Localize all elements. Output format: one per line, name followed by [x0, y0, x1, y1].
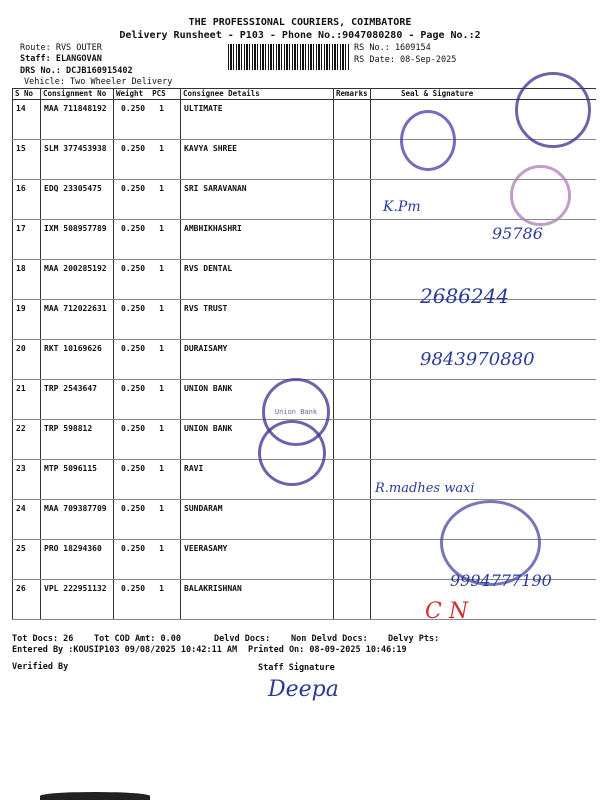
uapl-security-stamp — [515, 72, 591, 148]
row-sno: 18 — [13, 260, 41, 300]
col-consignment: Consignment No — [41, 89, 114, 100]
row-consignment-no: TRP 598812 — [41, 420, 114, 460]
row-consignee: KAVYA SHREE — [181, 140, 334, 180]
row-weight-pcs — [114, 300, 181, 340]
union-bank-stamp-1: Union Bank — [262, 378, 330, 446]
row-consignee: SRI SARAVANAN — [181, 180, 334, 220]
row-consignment-no: MAA 711848192 — [41, 100, 114, 140]
total-docs: Tot Docs: 26 — [12, 634, 74, 644]
row-remarks — [334, 420, 371, 460]
row-consignee: ULTIMATE — [181, 100, 334, 140]
drs-number: DRS No.: DCJB160915402 — [20, 66, 133, 76]
row-weight-pcs — [114, 420, 181, 460]
row-sno: 23 — [13, 460, 41, 500]
row-weight: 0.250 — [121, 464, 146, 473]
row-weight-pcs — [114, 340, 181, 380]
row-remarks — [334, 460, 371, 500]
row-weight-pcs — [114, 100, 181, 140]
row-consignment-no: SLM 377453938 — [41, 140, 114, 180]
col-pcs: PCS — [152, 89, 166, 98]
printed-on: Printed On: 08-09-2025 10:46:19 — [248, 645, 407, 655]
row-weight-pcs — [114, 500, 181, 540]
row-consignment-no: PRO 18294360 — [41, 540, 114, 580]
row-remarks — [334, 180, 371, 220]
row-weight: 0.250 — [121, 384, 146, 393]
row-weight: 0.250 — [121, 304, 146, 313]
row-weight-pcs — [114, 140, 181, 180]
row-consignment-no: MTP 5096115 — [41, 460, 114, 500]
row-consignment-no: EDQ 23305475 — [41, 180, 114, 220]
row-consignee: VEERASAMY — [181, 540, 334, 580]
rvs-stamp — [400, 110, 456, 171]
row-pcs: 1 — [159, 184, 164, 193]
row-sno: 17 — [13, 220, 41, 260]
row-weight-pcs — [114, 540, 181, 580]
table-row — [13, 140, 597, 180]
delivery-points: Delvy Pts: — [388, 634, 440, 644]
row-consignment-no: RKT 10169626 — [41, 340, 114, 380]
staff: Staff: ELANGOVAN — [20, 54, 102, 64]
row-sno: 24 — [13, 500, 41, 540]
row-sno: 16 — [13, 180, 41, 220]
row-sno: 14 — [13, 100, 41, 140]
handwriting-26: C N — [425, 599, 469, 624]
row-weight-pcs — [114, 260, 181, 300]
row-weight: 0.250 — [121, 224, 146, 233]
row-pcs: 1 — [159, 344, 164, 353]
row-weight-pcs — [114, 380, 181, 420]
row-remarks — [334, 220, 371, 260]
handwriting-25: 9994777190 — [450, 571, 552, 590]
runsheet-subtitle: Delivery Runsheet - P103 - Phone No.:9047080280 - Page No.:2 — [119, 30, 481, 41]
row-sno: 22 — [13, 420, 41, 460]
barcode — [228, 44, 350, 70]
row-weight-pcs — [114, 460, 181, 500]
row-weight-pcs — [114, 180, 181, 220]
col-consignee: Consignee Details — [181, 89, 334, 100]
row-weight: 0.250 — [121, 544, 146, 553]
row-seal-signature — [371, 420, 597, 460]
row-pcs: 1 — [159, 504, 164, 513]
row-consignee: BALAKRISHNAN — [181, 580, 334, 620]
row-weight: 0.250 — [121, 584, 146, 593]
row-weight: 0.250 — [121, 504, 146, 513]
handwriting-20: 9843970880 — [420, 349, 535, 370]
row-consignee: RAVI — [181, 460, 334, 500]
table-header — [13, 89, 597, 100]
row-pcs: 1 — [159, 424, 164, 433]
row-sno: 21 — [13, 380, 41, 420]
row-weight: 0.250 — [121, 424, 146, 433]
col-sno: S No — [13, 89, 41, 100]
route: Route: RVS OUTER — [20, 43, 102, 53]
row-weight-pcs — [114, 220, 181, 260]
handwriting-23: R.madhes waxi — [375, 481, 475, 496]
union-bank-stamp-2 — [258, 420, 326, 486]
col-weight: Weight — [116, 89, 144, 98]
row-consignee: RVS DENTAL — [181, 260, 334, 300]
vehicle: Vehicle: Two Wheeler Delivery — [24, 77, 173, 87]
row-sno: 15 — [13, 140, 41, 180]
verified-by: Verified By — [12, 662, 69, 672]
row-pcs: 1 — [159, 464, 164, 473]
row-pcs: 1 — [159, 584, 164, 593]
row-pcs: 1 — [159, 224, 164, 233]
row-sno: 20 — [13, 340, 41, 380]
handwriting-19: 2686244 — [420, 284, 510, 308]
row-consignment-no: MAA 712022631 — [41, 300, 114, 340]
row-pcs: 1 — [159, 264, 164, 273]
row-consignee: DURAISAMY — [181, 340, 334, 380]
row-remarks — [334, 580, 371, 620]
row-remarks — [334, 260, 371, 300]
row-consignment-no: IXM 508957789 — [41, 220, 114, 260]
row-remarks — [334, 540, 371, 580]
row-consignee: UNION BANK — [181, 420, 334, 460]
delivered-docs: Delvd Docs: — [214, 634, 271, 644]
row-consignee: AMBHIKHASHRI — [181, 220, 334, 260]
table-row — [13, 180, 597, 220]
row-remarks — [334, 340, 371, 380]
row-sno: 25 — [13, 540, 41, 580]
total-cod: Tot COD Amt: 0.00 — [94, 634, 181, 644]
row-remarks — [334, 300, 371, 340]
row-consignment-no: MAA 200285192 — [41, 260, 114, 300]
row-remarks — [334, 100, 371, 140]
row-sno: 26 — [13, 580, 41, 620]
entered-by: Entered By :KOUSIP103 09/08/2025 10:42:11 AM — [12, 645, 238, 655]
col-seal: Seal & Signature — [371, 89, 597, 100]
row-weight: 0.250 — [121, 184, 146, 193]
row-consignment-no: TRP 2543647 — [41, 380, 114, 420]
row-weight: 0.250 — [121, 104, 146, 113]
row-remarks — [334, 380, 371, 420]
row-pcs: 1 — [159, 544, 164, 553]
row-sno: 19 — [13, 300, 41, 340]
staff-signature-label: Staff Signature — [258, 663, 335, 673]
company-title: THE PROFESSIONAL COURIERS, COIMBATORE — [188, 17, 412, 28]
row-weight: 0.250 — [121, 344, 146, 353]
handwriting-16: K.Pm — [383, 199, 421, 215]
handwriting-17: 95786 — [492, 224, 543, 243]
row-consignee: RVS TRUST — [181, 300, 334, 340]
table-row — [13, 100, 597, 140]
row-pcs: 1 — [159, 104, 164, 113]
staff-signature: Deepa — [268, 677, 339, 702]
row-pcs: 1 — [159, 144, 164, 153]
row-remarks — [334, 140, 371, 180]
row-remarks — [334, 500, 371, 540]
row-consignee: SUNDARAM — [181, 500, 334, 540]
row-weight-pcs — [114, 580, 181, 620]
row-seal-signature — [371, 380, 597, 420]
row-pcs: 1 — [159, 304, 164, 313]
non-delivered-docs: Non Delvd Docs: — [291, 634, 368, 644]
rs-date: RS Date: 08-Sep-2025 — [354, 55, 457, 65]
row-consignment-no: MAA 709387709 — [41, 500, 114, 540]
row-seal-signature — [371, 220, 597, 260]
row-consignee: UNION BANK — [181, 380, 334, 420]
row-weight: 0.250 — [121, 264, 146, 273]
col-remarks: Remarks — [334, 89, 371, 100]
col-weight-pcs — [114, 89, 181, 100]
college-stamp — [510, 165, 571, 226]
row-consignment-no: VPL 222951132 — [41, 580, 114, 620]
row-pcs: 1 — [159, 384, 164, 393]
scan-shadow — [40, 792, 150, 800]
row-weight: 0.250 — [121, 144, 146, 153]
rs-number: RS No.: 1609154 — [354, 43, 431, 53]
